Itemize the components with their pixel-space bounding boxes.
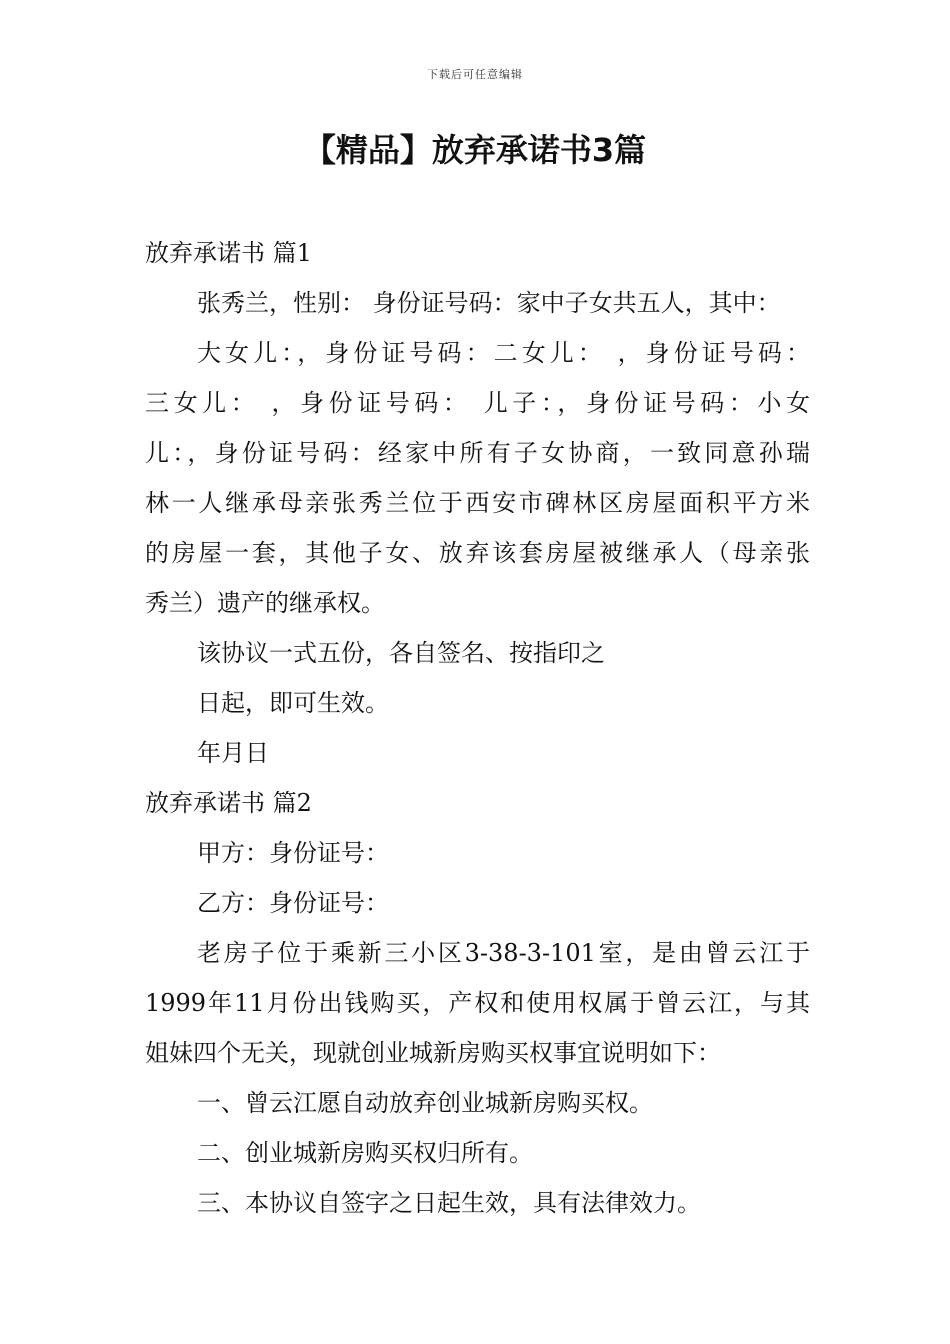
paragraph-line: 1999年11月份出钱购买，产权和使用权属于曾云江，与其: [145, 989, 810, 1017]
document-title: 【精品】放弃承诺书3篇: [303, 131, 647, 169]
document-body: [145, 228, 810, 1228]
clause-line: 一、曾云江愿自动放弃创业城新房购买权。: [197, 1089, 653, 1117]
section-heading-1: 放弃承诺书 篇1: [145, 239, 312, 267]
clause-line: 三、本协议自签字之日起生效，具有法律效力。: [197, 1189, 701, 1217]
paragraph-line: 大女儿：，身份证号码：二女儿： ，身份证号码：: [197, 339, 810, 367]
paragraph-line: 姐妹四个无关，现就创业城新房购买权事宜说明如下：: [145, 1039, 721, 1067]
header-note: 下载后可任意编辑: [427, 68, 523, 81]
paragraph-line: 儿：，身份证号码：经家中所有子女协商，一致同意孙瑞: [145, 439, 810, 467]
date-line: 年月日: [197, 739, 269, 767]
paragraph-line: 该协议一式五份，各自签名、按指印之: [197, 639, 605, 667]
paragraph-line: 老房子位于乘新三小区3-38-3-101室，是由曾云江于: [197, 939, 810, 967]
paragraph-line: 的房屋一套，其他子女、放弃该套房屋被继承人（母亲张: [145, 539, 810, 567]
paragraph-line: 张秀兰，性别： 身份证号码：家中子女共五人，其中：: [197, 289, 781, 317]
party-b-line: 乙方：身份证号：: [197, 889, 389, 917]
party-a-line: 甲方：身份证号：: [197, 839, 389, 867]
paragraph-line: 秀兰）遗产的继承权。: [145, 589, 385, 617]
paragraph-line: 日起，即可生效。: [197, 689, 389, 717]
clause-line: 二、创业城新房购买权归所有。: [197, 1139, 533, 1167]
paragraph-line: 林一人继承母亲张秀兰位于西安市碑林区房屋面积平方米: [145, 489, 810, 517]
section-heading-2: 放弃承诺书 篇2: [145, 789, 312, 817]
paragraph-line: 三女儿： ，身份证号码： 儿子：，身份证号码：小女: [145, 389, 810, 417]
